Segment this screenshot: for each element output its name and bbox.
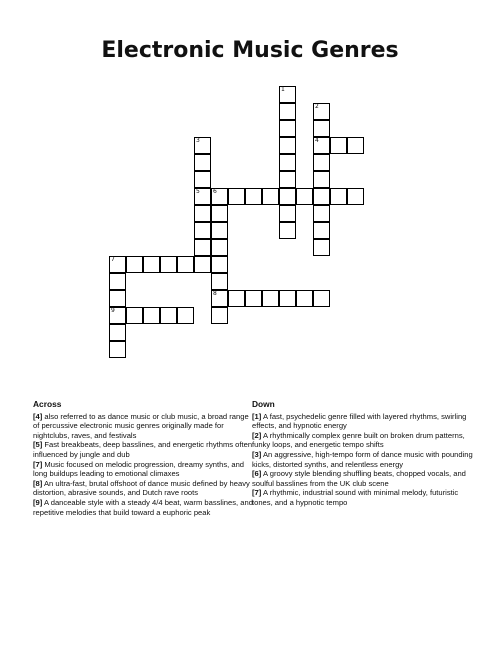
grid-cell[interactable]	[211, 222, 228, 239]
across-clues	[33, 400, 255, 517]
clue-number: 3	[196, 137, 200, 144]
grid-cell[interactable]	[194, 154, 211, 171]
grid-cell[interactable]	[211, 290, 228, 307]
grid-cell[interactable]	[109, 256, 126, 273]
clue-number: 9	[111, 307, 115, 314]
grid-cell[interactable]	[313, 290, 330, 307]
grid-cell[interactable]	[109, 273, 126, 290]
clue-number: 2	[315, 103, 319, 110]
grid-cell[interactable]	[143, 256, 160, 273]
clue-number: [7]	[33, 459, 43, 469]
grid-cell[interactable]	[160, 307, 177, 324]
grid-cell[interactable]	[211, 273, 228, 290]
grid-cell[interactable]	[211, 256, 228, 273]
grid-cell[interactable]	[313, 154, 330, 171]
grid-cell[interactable]	[245, 290, 262, 307]
grid-cell[interactable]	[194, 222, 211, 239]
clue-number: [9]	[33, 497, 43, 507]
grid-cell[interactable]	[160, 256, 177, 273]
grid-cell[interactable]	[347, 188, 364, 205]
clue-text: An aggressive, high-tempo form of dance music with pounding kicks, distorted synths, and relentless energy	[252, 449, 473, 469]
grid-cell[interactable]	[211, 205, 228, 222]
grid-cell[interactable]	[313, 239, 330, 256]
grid-cell[interactable]	[211, 188, 228, 205]
grid-cell[interactable]	[313, 120, 330, 137]
grid-cell[interactable]	[313, 103, 330, 120]
clue-text: also referred to as dance music or club music, a broad range of percussive electronic music genres originally made for nightclubs, raves, and festivals	[33, 411, 249, 440]
across-clue	[33, 440, 255, 459]
clue-number: 8	[213, 290, 217, 297]
grid-cell[interactable]	[279, 86, 296, 103]
grid-cell[interactable]	[279, 120, 296, 137]
grid-cell[interactable]	[330, 188, 347, 205]
clue-number: 5	[196, 188, 200, 195]
grid-cell[interactable]	[109, 307, 126, 324]
down-clue	[252, 488, 474, 507]
across-clue	[33, 498, 255, 517]
grid-cell[interactable]	[279, 103, 296, 120]
clue-text: A rhythmic, industrial sound with minimal melody, futuristic tones, and a hypnotic tempo	[252, 488, 459, 507]
clue-text: Fast breakbeats, deep basslines, and energetic rhythms often influenced by jungle and dub	[33, 440, 253, 459]
grid-cell[interactable]	[296, 188, 313, 205]
grid-cell[interactable]	[177, 256, 194, 273]
down-clues	[252, 400, 474, 508]
grid-cell[interactable]	[228, 290, 245, 307]
clue-number: [2]	[252, 430, 262, 440]
down-clue	[252, 412, 474, 431]
clue-number: [1]	[252, 411, 262, 421]
down-heading: Down	[252, 399, 275, 409]
clue-text: A groovy style blending shuffling beats, chopped vocals, and soulful basslines from the UK club scene	[252, 469, 466, 488]
grid-cell[interactable]	[279, 171, 296, 188]
across-heading: Across	[33, 399, 62, 409]
clue-number: 6	[213, 188, 217, 195]
clue-text: A rhythmically complex genre built on broken drum patterns, funky loops, and energetic tempo shifts	[252, 430, 465, 450]
grid-cell[interactable]	[194, 239, 211, 256]
grid-cell[interactable]	[296, 290, 313, 307]
grid-cell[interactable]	[194, 188, 211, 205]
grid-cell[interactable]	[313, 222, 330, 239]
grid-cell[interactable]	[279, 154, 296, 171]
clue-number: [3]	[252, 449, 262, 459]
clue-number: [7]	[252, 488, 262, 498]
grid-cell[interactable]	[194, 205, 211, 222]
grid-cell[interactable]	[194, 137, 211, 154]
clue-number: 1	[281, 86, 285, 93]
across-clue	[33, 479, 255, 498]
grid-cell[interactable]	[143, 307, 160, 324]
clue-text: An ultra-fast, brutal offshoot of dance music defined by heavy distortion, abrasive sounds, and Dutch rave roots	[33, 478, 250, 498]
grid-cell[interactable]	[262, 290, 279, 307]
grid-cell[interactable]	[313, 171, 330, 188]
clue-number: [4]	[33, 411, 43, 421]
grid-cell[interactable]	[279, 290, 296, 307]
clue-number: [8]	[33, 478, 43, 488]
grid-cell[interactable]	[245, 188, 262, 205]
grid-cell[interactable]	[262, 188, 279, 205]
grid-cell[interactable]	[211, 307, 228, 324]
grid-cell[interactable]	[109, 290, 126, 307]
grid-cell[interactable]	[279, 205, 296, 222]
clue-number: [6]	[252, 469, 262, 479]
clue-number: [5]	[33, 440, 43, 450]
grid-cell[interactable]	[347, 137, 364, 154]
grid-cell[interactable]	[194, 256, 211, 273]
grid-cell[interactable]	[330, 137, 347, 154]
grid-cell[interactable]	[228, 188, 245, 205]
across-clue	[33, 460, 255, 479]
grid-cell[interactable]	[109, 324, 126, 341]
grid-cell[interactable]	[313, 205, 330, 222]
grid-cell[interactable]	[126, 256, 143, 273]
grid-cell[interactable]	[211, 239, 228, 256]
across-clue	[33, 412, 255, 441]
grid-cell[interactable]	[194, 171, 211, 188]
down-clue	[252, 431, 474, 450]
grid-cell[interactable]	[313, 188, 330, 205]
grid-cell[interactable]	[279, 188, 296, 205]
clue-number: 7	[111, 256, 115, 263]
grid-cell[interactable]	[109, 341, 126, 358]
grid-cell[interactable]	[279, 137, 296, 154]
clue-text: A fast, psychedelic genre filled with layered rhythms, swirling effects, and hypnotic energy	[252, 411, 467, 431]
grid-cell[interactable]	[126, 307, 143, 324]
grid-cell[interactable]	[313, 137, 330, 154]
clue-text: A danceable style with a steady 4/4 beat, warm basslines, and repetitive melodies that build toward a euphoric peak	[33, 497, 253, 517]
grid-cell[interactable]	[177, 307, 194, 324]
clue-number: 4	[315, 137, 319, 144]
down-clue	[252, 450, 474, 469]
clue-text: Music focused on melodic progression, dreamy synths, and long buildups leading to emotional climaxes	[33, 459, 245, 479]
puzzle-title: Electronic Music Genres	[101, 38, 399, 63]
grid-cell[interactable]	[279, 222, 296, 239]
down-clue	[252, 469, 474, 488]
